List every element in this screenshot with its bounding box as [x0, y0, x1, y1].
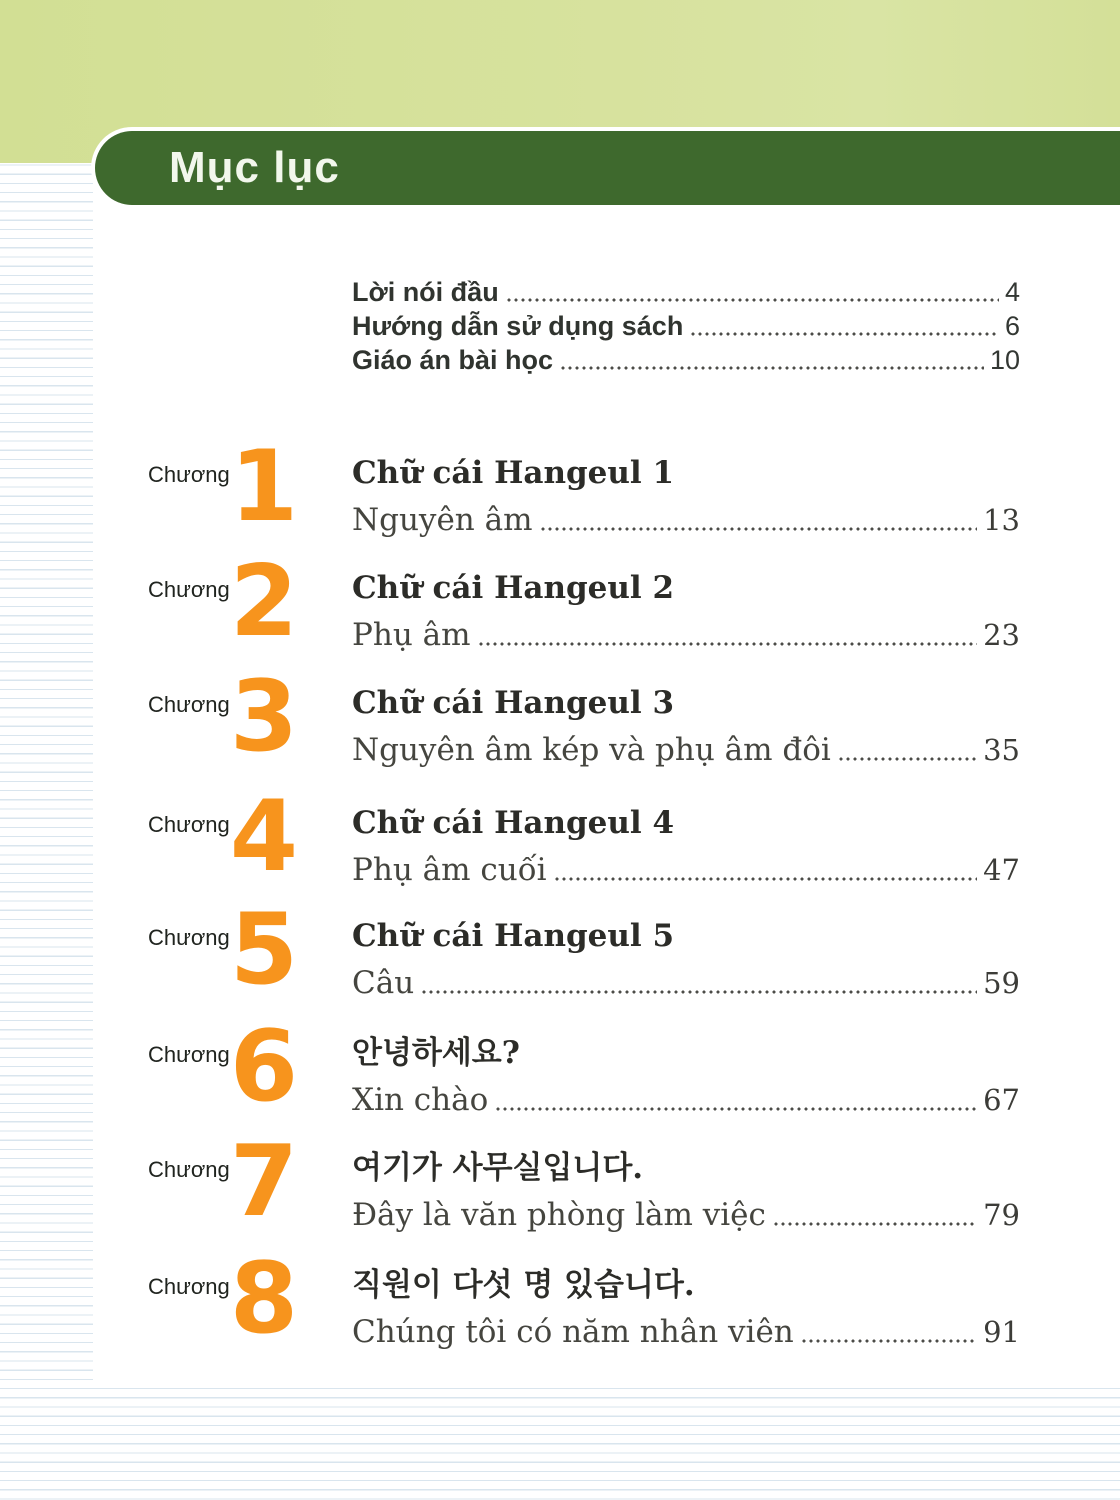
chapter-page-number: 13	[983, 503, 1020, 537]
page-title: Mục lục	[169, 143, 340, 192]
chapter-entry	[303, 794, 1020, 889]
chapter-number: 4	[229, 780, 299, 894]
chapter-entry	[303, 1256, 1020, 1351]
toc-entry-label: Giáo án bài học	[352, 345, 554, 375]
chapter-title: Chữ cái Hangeul 3	[352, 685, 675, 721]
chapter-word-label: Chương	[148, 812, 230, 837]
chapter-subtitle-row	[352, 966, 1020, 1002]
chapter-entry	[303, 907, 1020, 1002]
dot-leader	[479, 642, 978, 646]
chapter-subtitle: Nguyên âm kép và phụ âm đôi	[352, 732, 831, 768]
toc-chapter-row	[148, 893, 1020, 1007]
dot-leader	[555, 877, 978, 881]
chapter-word-label: Chương	[148, 462, 230, 487]
chapter-subtitle: Xin chào	[352, 1082, 489, 1118]
dot-leader	[839, 757, 977, 761]
chapter-title: 여기가 사무실입니다.	[352, 1150, 644, 1186]
toc-chapter-row	[148, 1242, 1020, 1356]
dot-leader	[496, 1107, 977, 1111]
chapter-entry	[303, 444, 1020, 539]
toc-entry-front-matter	[352, 309, 1020, 343]
chapter-number: 7	[229, 1125, 299, 1239]
toc-entry-front-matter	[352, 275, 1020, 309]
chapter-word-label: Chương	[148, 577, 230, 602]
dot-leader	[422, 990, 977, 994]
dot-leader	[691, 332, 999, 336]
chapter-subtitle-row	[352, 618, 1020, 654]
chapter-subtitle: Phụ âm cuối	[352, 852, 547, 888]
chapter-page-number: 59	[983, 966, 1020, 1000]
toc-chapter-row	[148, 545, 1020, 659]
chapter-number: 1	[229, 430, 299, 544]
chapter-subtitle: Câu	[352, 965, 415, 1001]
dot-leader	[541, 527, 978, 531]
chapter-word-label: Chương	[148, 925, 230, 950]
chapter-number: 2	[229, 545, 299, 659]
chapter-word-label: Chương	[148, 1042, 230, 1067]
chapter-entry	[303, 559, 1020, 654]
toc-chapter-row	[148, 660, 1020, 774]
toc-chapter-row	[148, 780, 1020, 894]
toc-entry-page-number: 10	[989, 345, 1020, 375]
chapter-page-number: 47	[983, 853, 1020, 887]
chapter-title: Chữ cái Hangeul 4	[352, 805, 675, 841]
dot-leader	[802, 1339, 977, 1343]
toc-chapter-row	[148, 430, 1020, 544]
chapter-title: Chữ cái Hangeul 1	[352, 455, 675, 491]
chapter-word-label: Chương	[148, 692, 230, 717]
chapter-page-number: 91	[983, 1315, 1020, 1349]
chapter-subtitle-row	[352, 1198, 1020, 1234]
chapter-page-number: 23	[983, 618, 1020, 652]
chapter-subtitle: Phụ âm	[352, 617, 471, 653]
chapter-subtitle: Đây là văn phòng làm việc	[352, 1197, 766, 1233]
chapter-subtitle-row	[352, 1083, 1020, 1119]
chapter-entry	[303, 1024, 1020, 1119]
chapter-page-number: 79	[983, 1198, 1020, 1232]
toc-entry-page-number: 6	[1004, 311, 1020, 341]
chapter-word-label: Chương	[148, 1157, 230, 1182]
chapter-number: 5	[229, 893, 299, 1007]
toc-entry-label: Lời nói đầu	[352, 277, 499, 307]
toc-entry-label: Hướng dẫn sử dụng sách	[352, 311, 684, 341]
chapter-subtitle-row	[352, 503, 1020, 539]
section-header-bar	[95, 131, 1120, 205]
toc-chapter-row	[148, 1010, 1020, 1124]
table-of-contents	[93, 163, 1120, 1382]
chapter-title: 안녕하세요?	[352, 1035, 520, 1071]
chapter-entry	[303, 674, 1020, 769]
chapter-entry	[303, 1139, 1020, 1234]
toc-entry-page-number: 4	[1004, 277, 1020, 307]
chapter-title: 직원이 다섯 명 있습니다.	[352, 1267, 695, 1303]
toc-entry-front-matter	[352, 343, 1020, 377]
chapter-page-number: 67	[983, 1083, 1020, 1117]
chapter-number: 8	[229, 1242, 299, 1356]
chapter-word-label: Chương	[148, 1274, 230, 1299]
chapter-subtitle: Nguyên âm	[352, 502, 533, 538]
front-matter-list	[352, 275, 1020, 377]
chapter-subtitle-row	[352, 853, 1020, 889]
toc-chapter-row	[148, 1125, 1020, 1239]
chapter-subtitle-row	[352, 1315, 1020, 1351]
chapter-subtitle-row	[352, 733, 1020, 769]
chapter-title: Chữ cái Hangeul 2	[352, 570, 675, 606]
chapter-page-number: 35	[983, 733, 1020, 767]
chapter-number: 3	[229, 660, 299, 774]
dot-leader	[774, 1222, 977, 1226]
dot-leader	[561, 366, 984, 370]
chapter-subtitle: Chúng tôi có năm nhân viên	[352, 1314, 794, 1350]
chapter-title: Chữ cái Hangeul 5	[352, 918, 675, 954]
chapter-number: 6	[229, 1010, 299, 1124]
dot-leader	[507, 298, 999, 302]
